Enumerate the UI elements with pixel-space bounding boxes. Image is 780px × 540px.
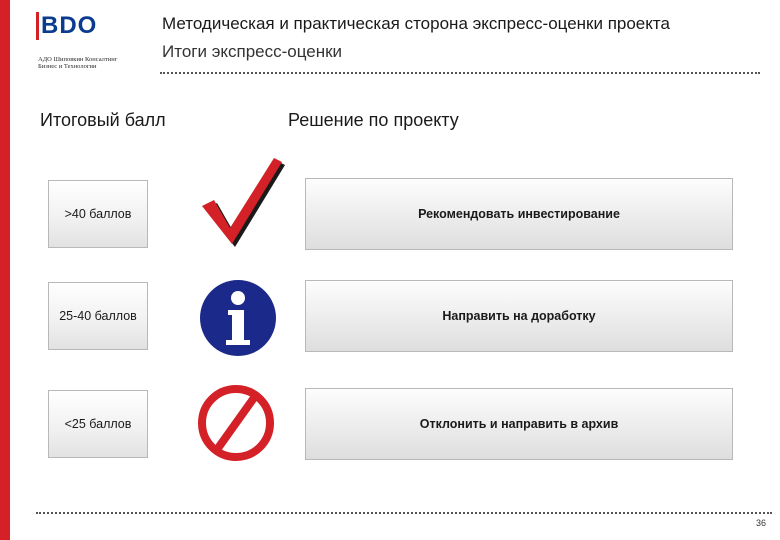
page-title: Методическая и практическая сторона экспресс-оценки проекта — [162, 14, 670, 33]
bdo-logo — [36, 12, 113, 40]
score-column-heading: Итоговый балл — [40, 110, 166, 130]
page-number: 36 — [755, 518, 766, 528]
decision-box-rework: Направить на доработку — [305, 280, 733, 352]
checkmark-icon — [196, 152, 286, 252]
left-accent-bar — [0, 0, 10, 540]
footer-divider — [36, 512, 772, 514]
prohibited-icon — [196, 383, 276, 468]
header-divider — [160, 72, 760, 74]
page-subtitle: Итоги экспресс-оценки — [162, 42, 343, 61]
decision-column-heading: Решение по проекту — [288, 110, 459, 130]
decision-box-invest: Рекомендовать инвестирование — [305, 178, 733, 250]
score-box-high: >40 баллов — [48, 180, 148, 248]
score-box-medium: 25-40 баллов — [48, 282, 148, 350]
info-icon — [198, 278, 278, 363]
score-box-low: <25 баллов — [48, 390, 148, 458]
logo-subtitle: АДО Шиповкин Консалтинг Бизнес и Технологии — [38, 56, 118, 70]
logo-text: BDO — [41, 12, 98, 39]
decision-box-reject: Отклонить и направить в архив — [305, 388, 733, 460]
